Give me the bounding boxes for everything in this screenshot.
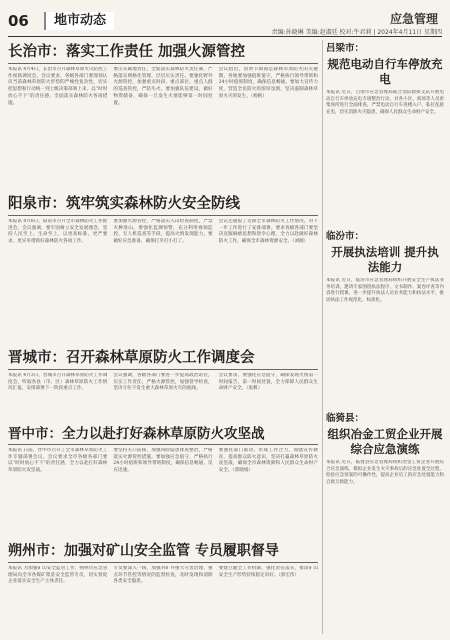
article-yangquan <box>8 192 318 332</box>
page-number: 06 <box>8 12 29 30</box>
article-jinzhong <box>8 422 318 530</box>
article-column-2 <box>113 219 212 327</box>
brief-text: 本报讯 近日，临汾市应急管理局组织开展安全生产执法业务培训，邀请专家围绕执法程序、文书制作、案卷评查等内容进行授课，进一步提升执法人员业务能力和执法水平，推动执法工作规范化、标准化。 <box>326 278 444 303</box>
article-column-2 <box>113 566 212 638</box>
article-title: 晋中市：全力以赴打好森林草原防火攻坚战 <box>8 426 265 442</box>
article-shuozhou <box>8 540 318 636</box>
article-column-3 <box>219 373 318 419</box>
article-text: 要压实属地责任，全面落实森林防火责任制，严格落实网格化管理，层层压实责任。要强化野外火源管控，加强重点时段、重点部位、重点人群的巡查管控，严防失火。要加强队伍建设，做好物资储备，确保一旦发生火情能够第一时间处置。 <box>113 67 213 106</box>
article-text: 要加强火源管控，严格落实入山检查制度，严禁火种进山。要强化监测预警，充分利用视频监控、无人机巡查等手段，提高火情发现能力。要做好应急准备，确保打早打小打了。 <box>113 219 213 245</box>
article-title: 晋城市：召开森林草原防火工作调度会 <box>8 350 255 366</box>
brief-text: 本报讯 近日，吕梁市应急管理局联合消防救援支队开展电动自行车停放充电专项整治行动，对各小区、商场等人员密集场所进行全面排查，严禁电动自行车进楼入户、私拉乱接充电，切实消除火灾隐患，确保人民群众生命财产安全。 <box>326 90 444 115</box>
article-column-3 <box>219 219 318 327</box>
brief-linfen <box>326 228 444 404</box>
section-label: 地市动态 <box>44 12 114 30</box>
brief-title: 开展执法培训 提升执法能力 <box>331 245 439 274</box>
article-column-1 <box>8 566 107 638</box>
article-text: 会议要求，要强化应急值守，确保发现火情第一时间报告、第一时间处置，全力保障人民群众生命财产安全。（张帆） <box>218 373 318 392</box>
brief-divider <box>326 406 444 407</box>
article-jincheng <box>8 346 318 416</box>
page-header <box>0 0 450 38</box>
article-text: 本报讯 为加强矿山安全监管工作，朔州市应急管理局向全市各煤矿派驻安全监管专员，切实督促企业落实安全生产主体责任。 <box>8 566 108 585</box>
article-column-1 <box>8 219 107 327</box>
article-column-3 <box>219 448 318 532</box>
brief-divider <box>326 222 444 223</box>
brief-title: 规范电动自行车停放充电 <box>327 57 443 86</box>
editor-meta: 责编:孙晓琳 美编:赵淑廷 校对:牛君莉 | 2024年4月11日 星期四 <box>271 29 442 36</box>
article-rule <box>8 369 318 370</box>
article-rule <box>8 63 318 64</box>
paper-name: 应急管理 <box>389 12 438 26</box>
article-title: 阳泉市：筑牢筑实森林防火安全防线 <box>8 196 240 212</box>
article-text: 本报讯 日前，晋中市召开了全市森林草原防火工作专题部署会议，会议要求全市各级各部门要以“时时放心不下”的责任感，全力以赴打好森林草原防火攻坚战。 <box>8 448 108 474</box>
brief-city: 临猗县： <box>326 413 365 424</box>
article-rule <box>8 215 318 216</box>
column-divider <box>322 40 323 634</box>
article-text: 要建立健全工作机制，强化责任落实，推动矿山安全生产形势持续稳定向好。（郭宏伟） <box>218 566 318 578</box>
brief-lvliang <box>326 40 444 220</box>
article-column-1 <box>8 67 107 179</box>
article-text: 要坚持关口前移，加强风险隐患排查整治，严格落实火源管控措施。要加强应急值守，严格执行24小时值班和领导带班制度，确保信息畅通、反应迅速。 <box>113 448 213 474</box>
article-text: 本报讯 4月3日，晋城市召开森林草原防火工作调度会，听取各县（市、区）森林草原防火工作情况汇报，安排部署下一阶段重点工作。 <box>8 373 108 392</box>
brief-title: 组织冶金工贸企业开展综合应急演练 <box>327 427 443 456</box>
article-text: 会议还通报了近期全市森林防火工作情况，对下一步工作进行了安排部署。要求各级各部门要坚决克服麻痹思想和侥幸心理，全力以赴做好森林防火工作，确保全市森林资源安全。（刘刚） <box>218 219 318 245</box>
article-column-3 <box>219 566 318 638</box>
article-title: 朔州市：加强对矿山安全监管 专员履职督导 <box>8 543 279 559</box>
article-column-3 <box>219 67 318 179</box>
article-column-2 <box>113 67 212 179</box>
article-column-2 <box>113 448 212 532</box>
article-text: 会议指出，清明节期间是森林草原防火的关键期，各地要加强值班值守，严格执行领导带班和24小时值班制度，确保信息畅通。要加大宣传力度，营造全民防火的浓厚氛围，坚决遏制森林草原火灾的发生。（杨帆） <box>218 67 318 99</box>
article-text: 专员要深入一线，加强对矿井重大灾害治理、重点环节管控等情况的监督检查，及时发现和消除各类安全隐患。 <box>113 566 213 585</box>
article-rule <box>8 562 318 563</box>
brief-city: 临汾市： <box>326 231 365 242</box>
article-text: 本报讯 4月8日，阳泉市召开全市森林防火工作推进会。会议强调，要牢固树立安全发展理念，坚持人民至上、生命至上，以更高标准、更严要求、更实举措抓好森林防火各项工作。 <box>8 219 108 245</box>
brief-text: 本报讯 近日，临猗县应急管理局组织冶金工贸企业开展综合应急演练，模拟企业发生火灾事故后的应急处置全过程，检验应急预案的可操作性，提高企业员工的应急处置能力和自救互救能力。 <box>326 460 444 485</box>
article-text: 要强化部门联动，形成工作合力，加强宣传教育，提高群众防火意识，坚决打赢森林草原防火攻坚战，确保全市森林资源和人民群众生命财产安全。（郭晓娟） <box>218 448 318 474</box>
article-column-1 <box>8 373 107 419</box>
article-rule <box>8 444 318 445</box>
article-text: 本报讯 4月4日，长治市召开森林草原火灾防控工作视频调度会。会议要求，各级各部门要深刻认识当前森林草原防火形势的严峻性复杂性，切实把思想和行动统一到上级决策部署上来，以“时时放心不下”的责任感，全面落实森林防火各项措施。 <box>8 67 108 106</box>
article-column-2 <box>113 373 212 419</box>
article-column-1 <box>8 448 107 532</box>
article-text: 会议强调，各级各部门要进一步提高政治站位，压实工作责任，严格火源管控，加强督导检查，坚决守住不发生重大森林草原火灾的底线。 <box>113 373 213 392</box>
article-title: 长治市：落实工作责任 加强火源管控 <box>8 44 246 60</box>
header-rule <box>8 36 442 37</box>
article-changzhi <box>8 40 318 180</box>
brief-city: 吕梁市： <box>326 43 365 54</box>
brief-linyi <box>326 410 444 634</box>
